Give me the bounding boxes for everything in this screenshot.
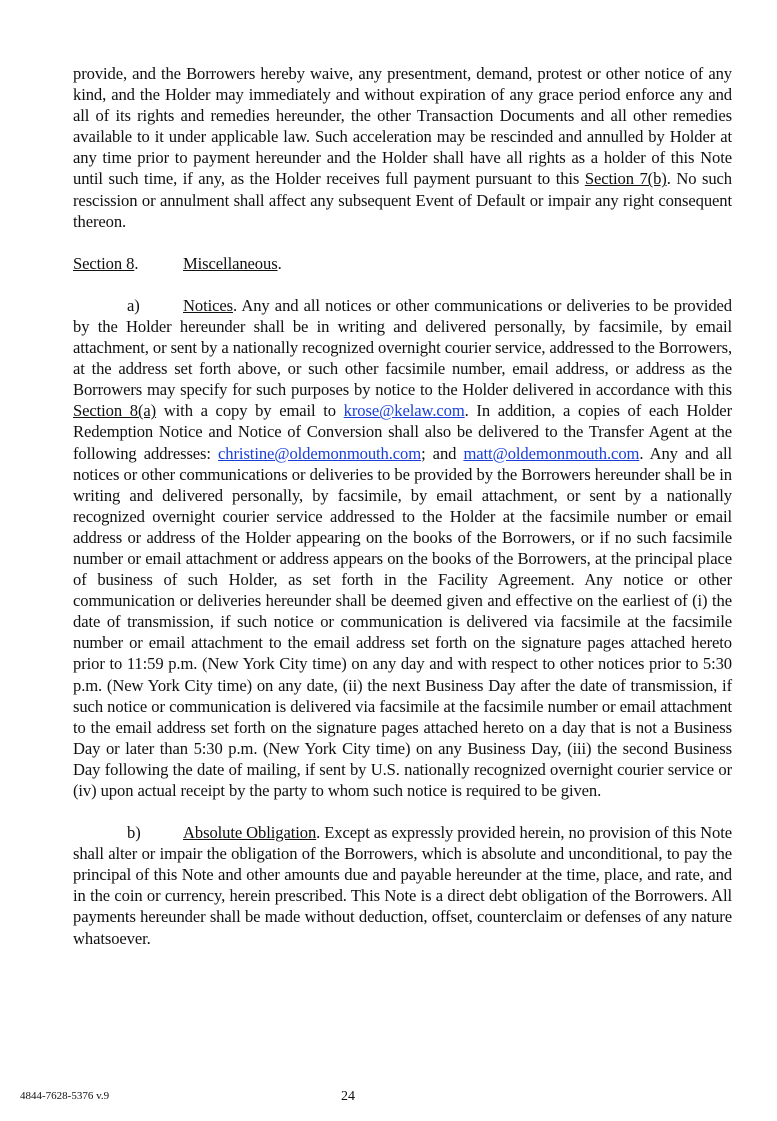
section-8-title: Miscellaneous bbox=[183, 253, 278, 273]
absolute-obligation-heading: Absolute Obligation bbox=[183, 823, 317, 843]
section-8-number: Section 8 bbox=[73, 253, 135, 273]
absolute-obligation-text: . Except as expressly provided herein, no provision of this Note shall alter or impair the obligation of the Borrowers, which is absolute and unconditional, to pay the principal of this Note and other amounts due and payable hereunder at the time, place, and rate, and in the coin or currency, herein prescribed. This Note is a direct debt obligation of the Borrowers. All payments hereunder shall be made without deduction, offset, counterclaim or defenses of any nature whatsoever. bbox=[73, 823, 732, 948]
notices-text-3: . In addition, a copies of each Holder Redemption Notice and Notice of Conversion shall also be delivered to the Transfer Agent at the following addresses: bbox=[73, 401, 732, 463]
document-body bbox=[73, 63, 732, 949]
footer-page-number: 24 bbox=[341, 1089, 355, 1104]
section-8-heading bbox=[73, 253, 732, 274]
notices-text-4: ; and bbox=[421, 443, 464, 463]
absolute-obligation-paragraph bbox=[73, 822, 732, 949]
notices-text-1: . Any and all notices or other communications or deliveries to be provided by the Holder hereunder shall be in writing and delivered personally, by facsimile, by email attachment, or sent by a nationally recognized overnight courier service, addressed to the Borrowers, at the address set forth above, or such other facsimile number, email address, or address as the Borrowers may specify for such purposes by notice to the Holder delivered in accordance with this bbox=[73, 295, 732, 400]
email-link-christine[interactable]: christine@oldemonmouth.com bbox=[218, 443, 422, 463]
intro-text-2: . No such rescission or annulment shall affect any subsequent Event of Default or impair any right consequent thereon. bbox=[73, 169, 733, 231]
section-8-number-suffix: . bbox=[134, 253, 139, 273]
notices-text-5: . Any and all notices or other communications or deliveries to be provided by the Borrowers hereunder shall be in writing and delivered personally, by facsimile, by email attachment, or sent by a nationally recognized overnight courier service addressed to the Holder at the facsimile number or email address or address of the Holder appearing on the books of the Borrowers, or if no such facsimile number or email attachment or address appears on the books of the Borrowers, at the principal place of business of such Holder, as set forth in the Facility Agreement. Any notice or other communication or deliveries hereunder shall be deemed given and effective on the earliest of (i) the date of transmission, if such notice or communication is delivered via facsimile at the facsimile number or email attachment to the email address set forth on the signature pages attached hereto prior to 11:59 p.m. (New York City time) on any day and with respect to other notices prior to 5:30 p.m. (New York City time) on any date, (ii) the next Business Day after the date of transmission, if such notice or communication is delivered via facsimile at the facsimile number or email attachment to the email address set forth on the signature pages attached hereto on a day that is not a Business Day or later than 5:30 p.m. (New York City time) on any Business Day, (iii) the second Business Day following the date of mailing, if sent by U.S. nationally recognized overnight courier service or (iv) upon actual receipt by the party to whom such notice is required to be given. bbox=[73, 443, 732, 800]
notices-heading: Notices bbox=[183, 295, 233, 315]
email-link-matt[interactable]: matt@oldemonmouth.com bbox=[463, 443, 640, 463]
email-link-krose[interactable]: krose@kelaw.com bbox=[343, 401, 465, 421]
notices-paragraph bbox=[73, 295, 732, 801]
absolute-obligation-label: b) bbox=[127, 823, 141, 843]
section-7b-reference: Section 7(b) bbox=[584, 169, 667, 189]
intro-text-1: provide, and the Borrowers hereby waive, any presentment, demand, protest or other notice of any kind, and the Holder may immediately and without expiration of any grace period enforce any and all of its rights and remedies hereunder, the other Transaction Documents and all other remedies available to it under applicable law. Such acceleration may be rescinded and annulled by Holder at any time prior to payment hereunder and the Holder shall have all rights as a holder of this Note until such time, if any, as the Holder receives full payment pursuant to this bbox=[73, 64, 732, 189]
section-8a-reference: Section 8(a) bbox=[73, 401, 157, 421]
footer-document-id: 4844-7628-5376 v.9 bbox=[20, 1090, 110, 1102]
section-8-title-suffix: . bbox=[277, 253, 282, 273]
notices-text-2: with a copy by email to bbox=[156, 401, 344, 421]
intro-paragraph bbox=[73, 63, 732, 232]
section-8-number-wrap bbox=[73, 253, 183, 274]
notices-label: a) bbox=[127, 295, 140, 315]
